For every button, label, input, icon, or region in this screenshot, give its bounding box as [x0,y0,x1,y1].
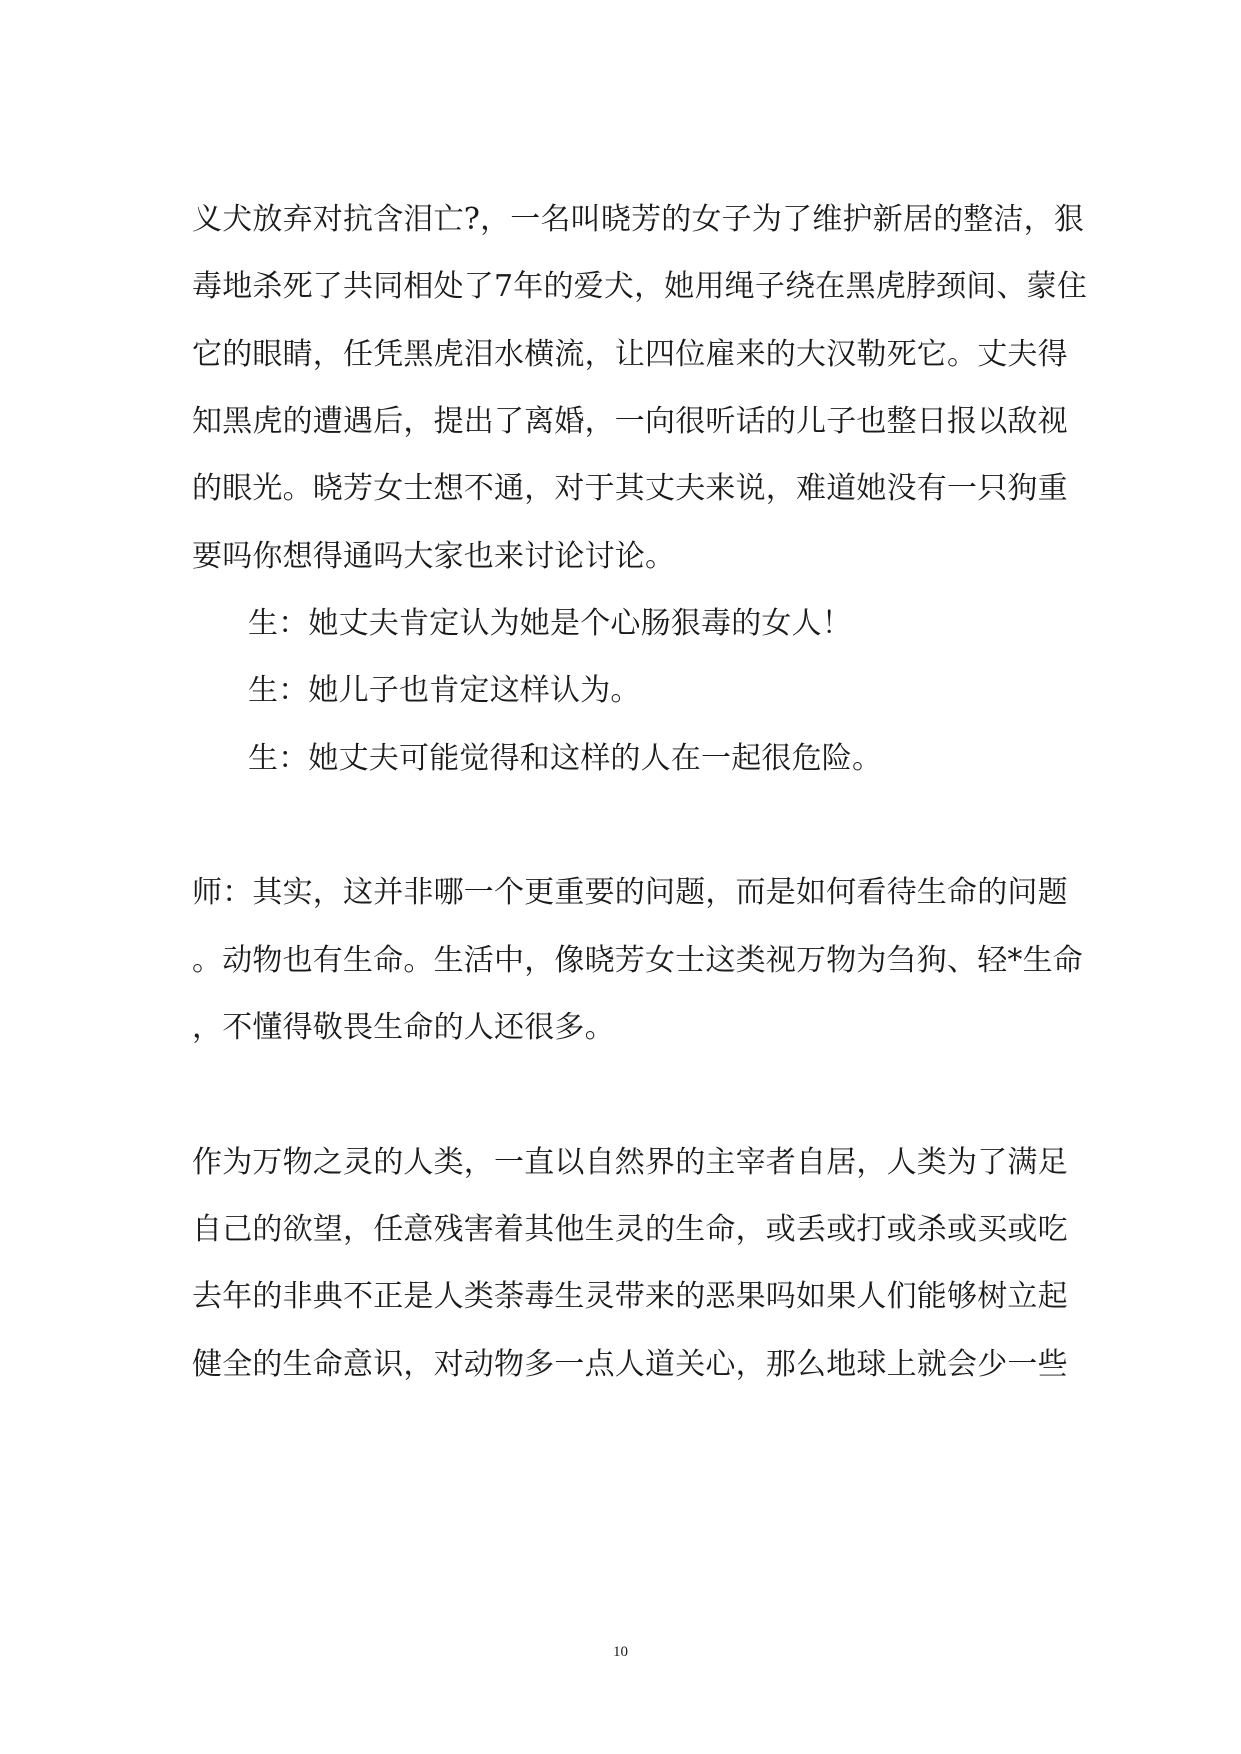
text-line: 义犬放弃对抗含泪亡?，一名叫晓芳的女子为了维护新居的整洁，狠 [192,202,1085,237]
text-line: 去年的非典不正是人类荼毒生灵带来的恶果吗如果人们能够树立起 [192,1279,1068,1314]
page-number: 10 [613,1644,628,1660]
text-line: ，不懂得敬畏生命的人还很多。 [192,1010,615,1045]
text-line: 毒地杀死了共同相处了7年的爱犬，她用绳子绕在黑虎脖颈间、蒙住 [192,269,1088,304]
text-line: 师：其实，这并非哪一个更重要的问题，而是如何看待生命的问题 [192,875,1068,910]
text-line: 自己的欲望，任意残害着其他生灵的生命，或丢或打或杀或买或吃 [192,1212,1068,1247]
student-reply: 生：她丈夫可能觉得和这样的人在一起很危险。 [248,741,883,776]
text-line: 健全的生命意识，对动物多一点人道关心，那么地球上就会少一些 [192,1347,1068,1382]
text-line: 要吗你想得通吗大家也来讨论讨论。 [192,539,676,574]
student-reply: 生：她儿子也肯定这样认为。 [248,673,641,708]
text-line: 它的眼睛，任凭黑虎泪水横流，让四位雇来的大汉勒死它。丈夫得 [192,337,1068,372]
text-line: 知黑虎的遭遇后，提出了离婚，一向很听话的儿子也整日报以敌视 [192,404,1068,439]
text-line: 。动物也有生命。生活中，像晓芳女士这类视万物为刍狗、轻*生命 [192,943,1083,978]
text-line: 作为万物之灵的人类，一直以自然界的主宰者自居，人类为了满足 [192,1145,1068,1180]
student-reply: 生：她丈夫肯定认为她是个心肠狠毒的女人！ [248,606,852,641]
text-line: 的眼光。晓芳女士想不通，对于其丈夫来说，难道她没有一只狗重 [192,471,1068,506]
